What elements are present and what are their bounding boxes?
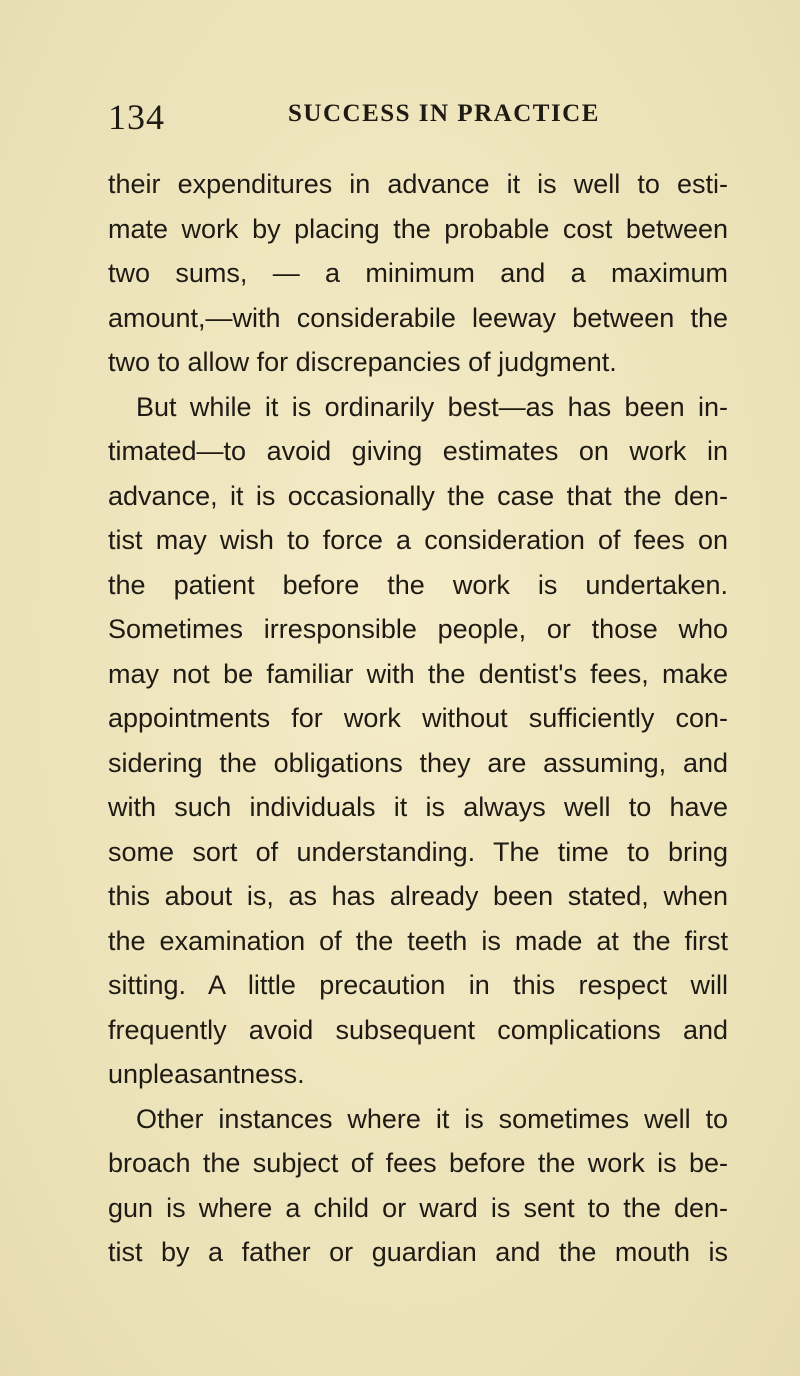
text-line: Other instances where it is sometimes well to: [136, 1103, 728, 1134]
page-number: 134: [108, 97, 165, 137]
text-line: two to allow for discrepancies of judgment.: [108, 347, 617, 377]
text-line: two sums, — a minimum and a maximum: [108, 258, 728, 288]
running-title: SUCCESS IN PRACTICE: [288, 100, 600, 127]
body-text: [108, 162, 728, 1275]
text-line: with such individuals it is always well to have: [108, 792, 728, 822]
text-line: some sort of understanding. The time to bring: [108, 836, 728, 867]
text-line: tist may wish to force a consideration of fees on: [108, 525, 728, 555]
text-line: But while it is ordinarily best—as has been in-: [136, 391, 728, 422]
text-line: advance, it is occasionally the case that the den-: [108, 480, 728, 511]
text-line: sidering the obligations they are assuming, and: [108, 747, 728, 778]
text-line: amount,—with considerabile leeway between the: [108, 302, 728, 333]
page-header: [108, 86, 708, 136]
text-line: frequently avoid subsequent complications and: [108, 1014, 728, 1045]
text-line: tist by a father or guardian and the mouth is: [108, 1237, 728, 1267]
text-line: sitting. A little precaution in this respect will: [108, 970, 728, 1000]
text-line: broach the subject of fees before the work is be-: [108, 1148, 728, 1178]
text-line: Sometimes irresponsible people, or those who: [108, 614, 728, 644]
text-line: the patient before the work is undertaken.: [108, 569, 728, 600]
text-line: timated—to avoid giving estimates on work in: [108, 436, 728, 466]
text-line: this about is, as has already been stated, when: [108, 881, 728, 911]
text-line: mate work by placing the probable cost between: [108, 213, 728, 244]
text-line: the examination of the teeth is made at the first: [108, 925, 728, 956]
text-line: their expenditures in advance it is well to esti-: [108, 169, 728, 199]
text-line: gun is where a child or ward is sent to the den-: [108, 1192, 728, 1223]
text-line: unpleasantness.: [108, 1059, 305, 1089]
text-line: may not be familiar with the dentist's fees, make: [108, 658, 728, 689]
text-line: appointments for work without sufficiently con-: [108, 703, 728, 733]
